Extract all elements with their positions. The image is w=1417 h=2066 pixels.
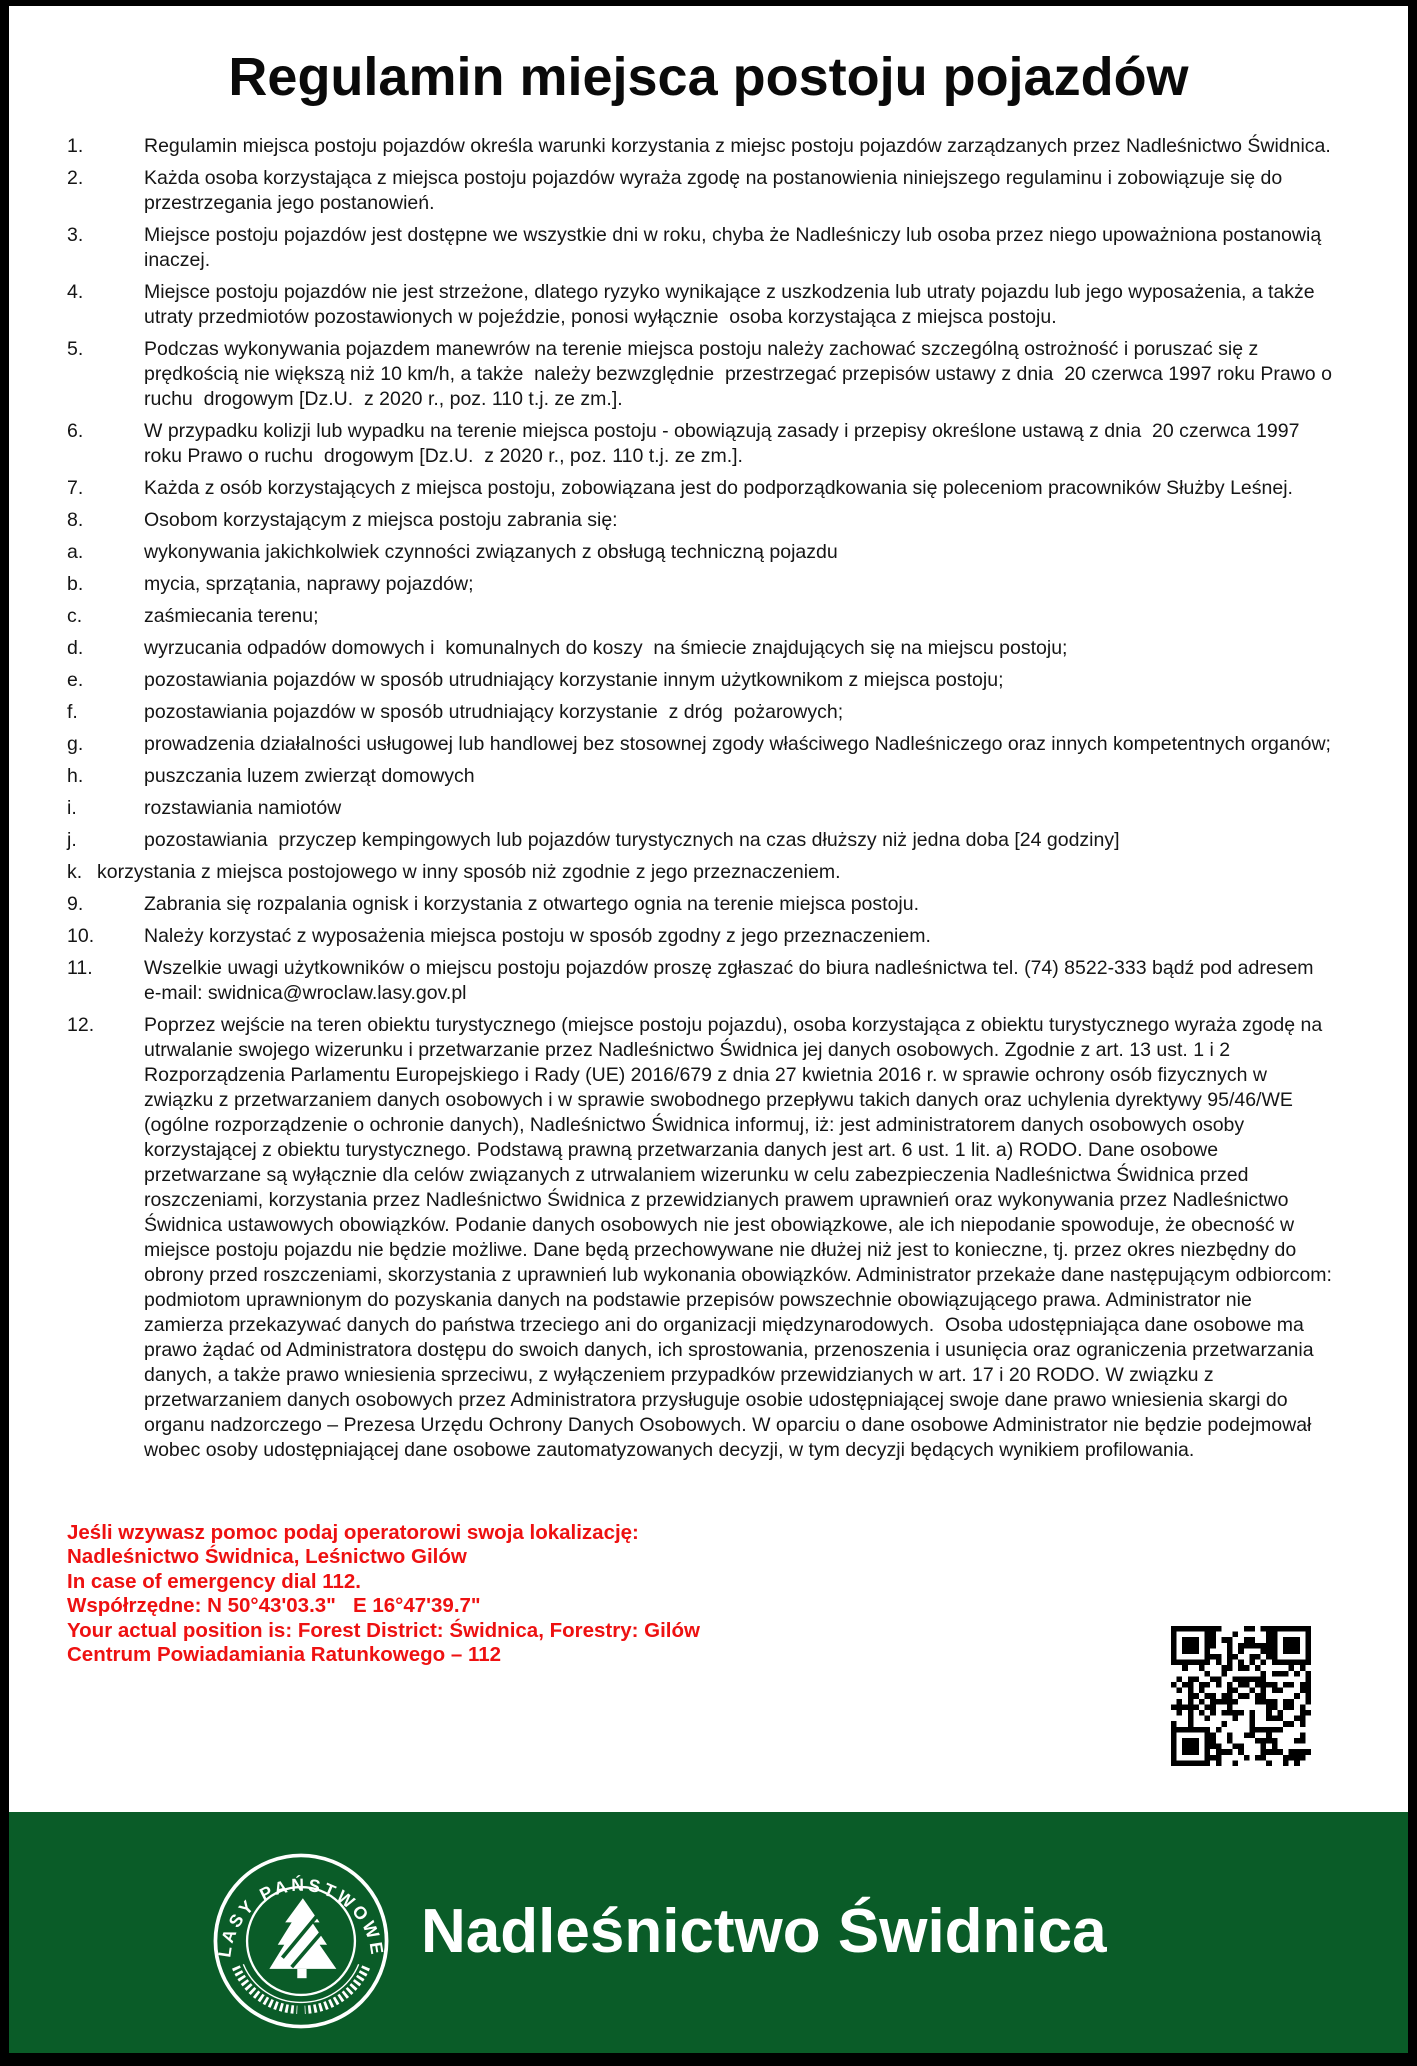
rule-text: rozstawiania namiotów (144, 797, 342, 819)
rule-marker: 11. (67, 957, 93, 979)
spruce-emblem (269, 1898, 336, 1978)
rule-item (67, 860, 1336, 885)
rule-text: mycia, sprzątania, naprawy pojazdów; (144, 573, 474, 595)
rule-item (67, 337, 1336, 412)
rule-item (67, 924, 1336, 949)
rule-marker: 1. (67, 135, 84, 157)
rule-item (67, 796, 1336, 821)
rule-item (67, 668, 1336, 693)
rule-marker: 8. (67, 509, 84, 531)
rule-marker: 10. (67, 925, 95, 947)
rule-text: Poprzez wejście na teren obiektu turystycznego (miejsce postoju pojazdu), osoba korzystająca z obiektu turystycznego wyraża zgodę na utrwalanie swojego wizerunku i przetwarzanie przez Nadleśnictwo Świdnica jej danych osobowych. Zgodnie z art. 13 ust. 1 i 2 Rozporządzenia Parlamentu Europejskiego i Rady (UE) 2016/679 z dnia 27 kwietnia 2016 r. w sprawie ochrony osób fizycznych w związku z przetwarzaniem danych osobowych i w sprawie swobodnego przepływu takich danych oraz uchylenia dyrektywy 95/46/WE (ogólne rozporządzenie o ochronie danych), Nadleśnictwo Świdnica informuj, iż: jest administratorem danych osobowych osoby korzystającej z obiektu turystycznego. Podstawą prawną przetwarzania danych jest art. 6 ust. 1 lit. a) RODO. Dane osobowe przetwarzane są wyłącznie dla celów związanych z utrwalaniem wizerunku w celu zabezpieczenia Nadleśnictwa Świdnica przed roszczeniami, korzystania przez Nadleśnictwo Świdnica z przewidzianych prawem uprawnień oraz wykonywania przez Nadleśnictwo Świdnica ustawowych obowiązków. Podanie danych osobowych nie jest obowiązkowe, ale ich niepodanie spowoduje, że obecność w miejsce postoju pojazdu nie będzie możliwe. Dane będą przechowywane nie dłużej niż jest to konieczne, tj. przez okres niezbędny do obrony przed roszczeniami, skorzystania z uprawnień lub wykonania obowiązków. Administrator przekaże dane następującym odbiorcom: podmiotom uprawnionym do pozyskania danych na podstawie przepisów powszechnie obowiązującego prawa. Administrator nie zamierza przekazywać danych do państwa trzeciego ani do organizacji międzynarodowych. Osoba udostępniająca dane osobowe ma prawo żądać od Administratora dostępu do swoich danych, ich sprostowania, przenoszenia i usunięcia oraz ograniczenia przetwarzania danych, a także prawo wniesienia sprzeciwu, z wyłączeniem przypadków przewidzianych w art. 17 i 20 RODO. W związku z przetwarzaniem danych osobowych przez Administratora przysługuje osobie udostępniającej swoje dane prawo wniesienia skargi do organu nadzorczego – Prezesa Urzędu Ochrony Danych Osobowych. W oparciu o dane osobowe Administrator nie będzie podejmował wobec osoby udostępniającej dane osobowe zautomatyzowanych decyzji, w tym decyzji będących wynikiem profilowania. (144, 1014, 1338, 1461)
footer-district-name: Nadleśnictwo Świdnica (421, 1896, 1107, 1966)
rule-text: prowadzenia działalności usługowej lub handlowej bez stosownej zgody właściwego Nadleśniczego oraz innych kompetentnych organów; (144, 733, 1331, 755)
rule-marker: e. (67, 669, 84, 691)
rule-marker: 3. (67, 224, 84, 246)
rule-text: Każda osoba korzystająca z miejsca postoju pojazdów wyraża zgodę na postanowienia niniejszego regulaminu i zobowiązuje się do przestrzegania jego postanowień. (144, 167, 1288, 214)
rule-item (67, 892, 1336, 917)
logo-arc-text: LASY PAŃSTWOWE (214, 1874, 388, 1959)
emergency-line: In case of emergency dial 112. (67, 1569, 361, 1593)
rule-item (67, 508, 1336, 533)
rule-marker: k. (67, 861, 83, 883)
rule-marker: f. (67, 701, 78, 723)
rule-text: pozostawiania pojazdów w sposób utrudniający korzystanie innym użytkownikom z miejsca postoju; (144, 669, 1004, 691)
rule-marker: g. (67, 733, 84, 755)
rule-marker: 5. (67, 338, 84, 360)
rule-item (67, 419, 1336, 469)
rule-item (67, 1013, 1336, 1463)
rule-item (67, 636, 1336, 661)
rule-item (67, 540, 1336, 565)
emergency-line: Jeśli wzywasz pomoc podaj operatorowi swoja lokalizację: (67, 1521, 639, 1544)
rule-marker: 2. (67, 167, 84, 189)
rule-marker: 12. (67, 1014, 95, 1036)
rule-item (67, 700, 1336, 725)
qr-code (1171, 1626, 1311, 1766)
rule-text: Każda z osób korzystających z miejsca postoju, zobowiązana jest do podporządkowania się poleceniom pracowników Służby Leśnej. (144, 477, 1293, 499)
rule-marker: i. (67, 797, 77, 819)
rule-text: puszczania luzem zwierząt domowych (144, 765, 475, 787)
page-title: Regulamin miejsca postoju pojazdów (228, 47, 1189, 107)
rules-list (9, 134, 1408, 1463)
poster-inner (9, 6, 1408, 2053)
rule-text: Zabrania się rozpalania ognisk i korzystania z otwartego ognia na terenie miejsca postoju. (144, 893, 920, 915)
rule-text: Należy korzystać z wyposażenia miejsca postoju w sposób zgodny z jego przeznaczeniem. (144, 925, 931, 947)
emergency-line: Centrum Powiadamiania Ratunkowego – 112 (67, 1643, 502, 1667)
rule-text: Miejsce postoju pojazdów jest dostępne we wszystkie dni w roku, chyba że Nadleśniczy lub osoba przez niego upoważniona postanowią inaczej. (144, 224, 1327, 271)
rule-marker: d. (67, 637, 84, 659)
footer (9, 1812, 1408, 2053)
rule-marker: 4. (67, 281, 84, 303)
lasy-panstwowe-logo (208, 1848, 394, 2034)
rule-marker: 7. (67, 477, 84, 499)
rule-item (67, 223, 1336, 273)
rule-text: pozostawiania pojazdów w sposób utrudniający korzystanie z dróg pożarowych; (144, 701, 844, 723)
rule-marker: b. (67, 573, 84, 595)
rule-text: pozostawiania przyczep kempingowych lub pojazdów turystycznych na czas dłuższy niż jedna doba [24 godziny] (144, 829, 1120, 851)
emergency-line: Nadleśnictwo Świdnica, Leśnictwo Gilów (67, 1545, 467, 1569)
rule-item (67, 732, 1336, 757)
rule-marker: c. (67, 605, 83, 627)
rule-marker: h. (67, 765, 84, 787)
rule-marker: a. (67, 541, 84, 563)
emergency-line: Your actual position is: Forest District: Świdnica, Forestry: Gilów (67, 1618, 700, 1642)
rule-text: zaśmiecania terenu; (144, 605, 319, 627)
rule-text: korzystania z miejsca postojowego w inny sposób niż zgodnie z jego przeznaczeniem. (97, 861, 841, 883)
rule-text: wyrzucania odpadów domowych i komunalnych do koszy na śmiecie znajdujących się na miejscu postoju; (144, 637, 1068, 659)
rule-text: Osobom korzystającym z miejsca postoju zabrania się: (144, 509, 618, 531)
rule-item (67, 280, 1336, 330)
rule-text: Wszelkie uwagi użytkowników o miejscu postoju pojazdów proszę zgłaszać do biura nadleśnictwa tel. (74) 8522-333 bądź pod adresem e-mail: swidnica@wroclaw.lasy.gov.pl (144, 957, 1319, 1004)
rule-marker: j. (67, 829, 77, 851)
emergency-line: Współrzędne: N 50°43'03.3" E 16°47'39.7" (67, 1594, 481, 1618)
rule-item (67, 764, 1336, 789)
rule-text: W przypadku kolizji lub wypadku na terenie miejsca postoju - obowiązują zasady i przepisy określone ustawą z dnia 20 czerwca 1997 roku Prawo o ruchu drogowym [Dz.U. z 2020 r., poz. 110 t.j. ze zm.]. (144, 420, 1305, 467)
rule-item (67, 572, 1336, 597)
rule-text: Podczas wykonywania pojazdem manewrów na terenie miejsca postoju należy zachować szczególną ostrożność i poruszać się z prędkością nie większą niż 10 km/h, a także należy bezwzględnie przestrzegać przepisów ustawy z dnia 20 czerwca 1997 roku Prawo o ruchu drogowym [Dz.U. z 2020 r., poz. 110 t.j. ze zm.]. (144, 338, 1338, 410)
rule-item (67, 476, 1336, 501)
rule-item (67, 134, 1336, 159)
rule-item (67, 166, 1336, 216)
rule-item (67, 956, 1336, 1006)
rule-item (67, 828, 1336, 853)
rule-marker: 6. (67, 420, 84, 442)
rule-marker: 9. (67, 893, 84, 915)
rule-text: wykonywania jakichkolwiek czynności związanych z obsługą techniczną pojazdu (144, 541, 838, 563)
rule-text: Regulamin miejsca postoju pojazdów określa warunki korzystania z miejsc postoju pojazdów zarządzanych przez Nadleśnictwo Świdnica. (144, 135, 1331, 157)
rule-text: Miejsce postoju pojazdów nie jest strzeżone, dlatego ryzyko wynikające z uszkodzenia lub utraty pojazdu lub jego wyposażenia, a także utraty przedmiotów pozostawionych w pojeździe, ponosi wyłącznie osoba korzystająca z miejsca postoju. (144, 281, 1321, 328)
rule-item (67, 604, 1336, 629)
